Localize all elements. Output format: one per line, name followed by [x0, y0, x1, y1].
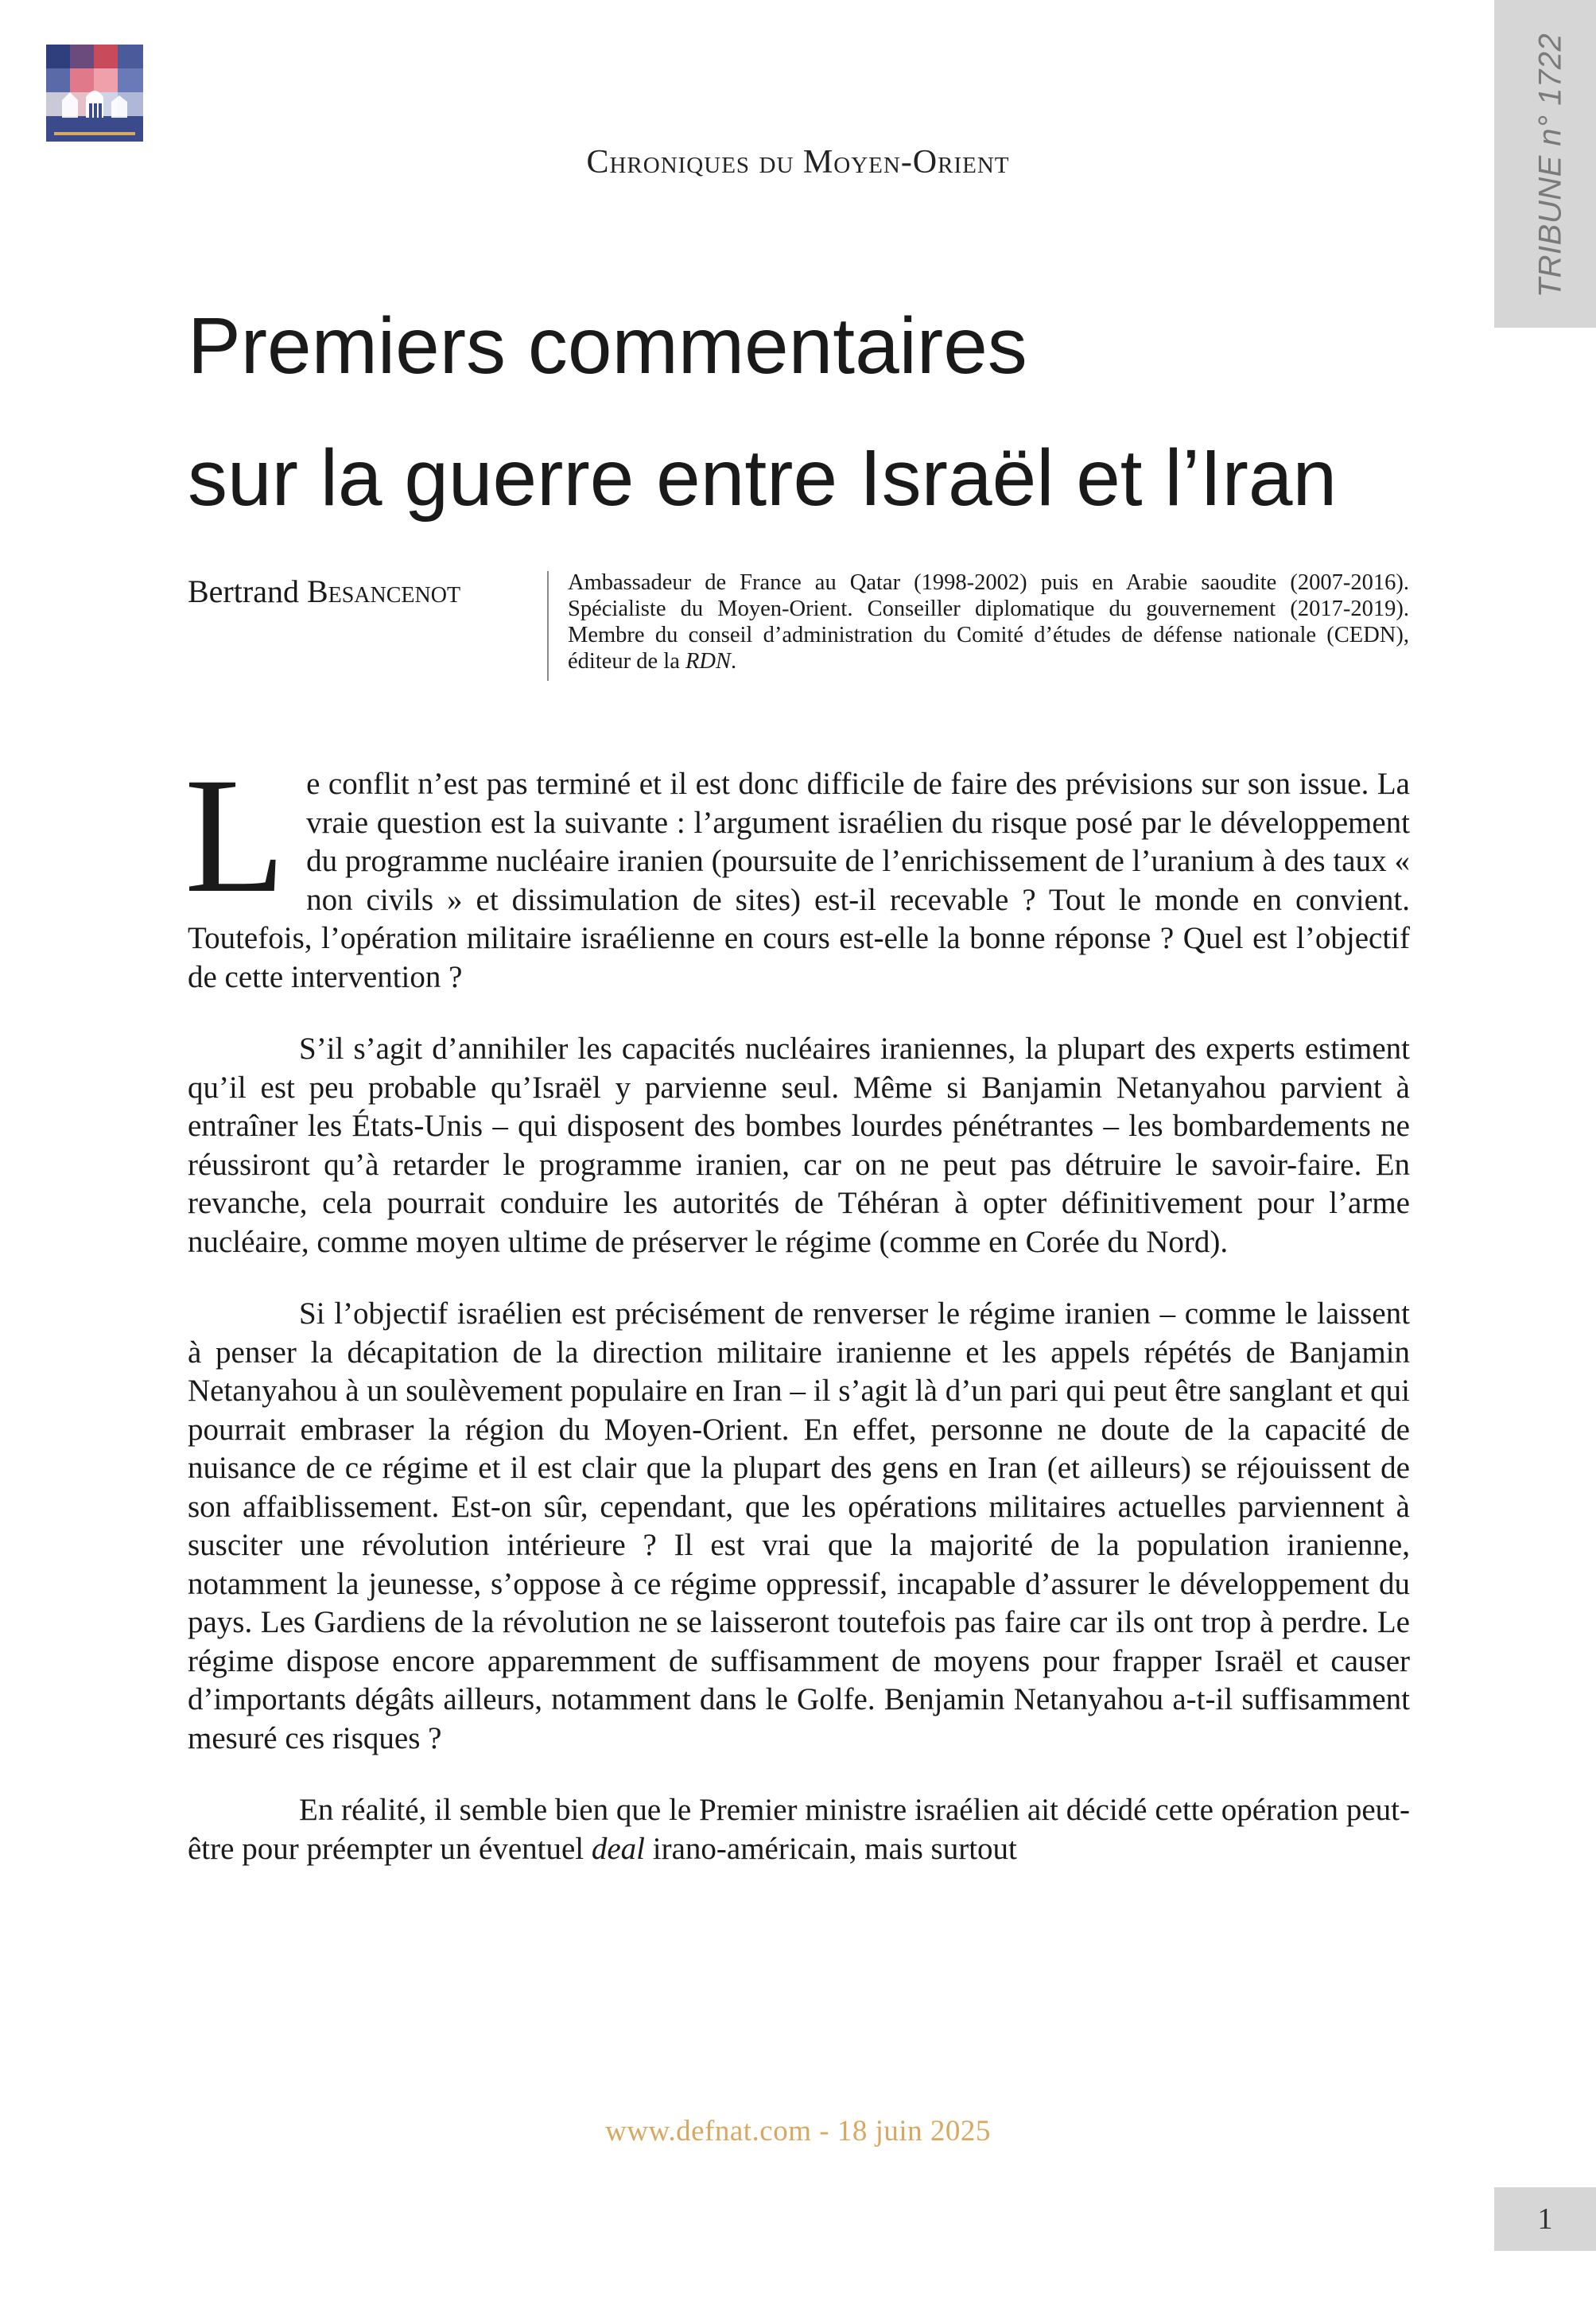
paragraph-2: S’il s’agit d’annihiler les capacités nucléaires iraniennes, la plupart des experts estiment qu’il est peu probable qu’Israël y parvienne seul. Même si Banjamin Netanyahou parvient à entraîner les États-Unis – qui disposent des bombes lourdes pénétrantes – les bombardements ne réussiront qu’à retarder le programme iranien, car on ne peut pas détruire le savoir-faire. En revanche, cela pourrait conduire les autorités de Téhéran à opter définitivement pour l’arme nucléaire, comme moyen ultime de préserver le régime (comme en Corée du Nord). — [188, 1032, 1410, 1259]
author-bio-end: . — [730, 649, 737, 674]
paragraph-4-end: irano-américain, mais surtout — [645, 1831, 1017, 1866]
drop-cap: L — [184, 744, 286, 927]
paragraph-4 — [188, 1791, 1410, 1868]
author-bio-text: Ambassadeur de France au Qatar (1998-2002) puis en Arabie saoudite (2007-2016). Spécialiste du Moyen-Orient. Conseiller diplomatique du gouvernement (2017-2019). Membre du conseil d’administration du Comité d’études de défense nationale (CEDN), éditeur de la — [568, 570, 1409, 674]
publication-logo-icon — [46, 45, 143, 142]
article-body — [184, 744, 1410, 1902]
author-first-name: Bertrand — [188, 573, 299, 609]
author-bio — [568, 569, 1409, 674]
author-bio-rdn: RDN — [685, 649, 731, 674]
page-number: 1 — [1494, 2187, 1596, 2251]
paragraph-3: Si l’objectif israélien est précisément de renverser le régime iranien – comme le laissent à penser la décapitation de la direction militaire iranienne et les appels répétés de Banjamin Netanyahou à un soulèvement populaire en Iran – il s’agit là d’un pari qui peut être sanglant et qui pourrait embraser la région du Moyen-Orient. En effet, personne ne doute de la capacité de nuisance de ce régime et il est clair que la plupart des gens en Iran (et ailleurs) se réjouissent de son affaiblissement. Est-on sûr, cependant, que les opérations militaires actuelles parviennent à susciter une révolution intérieure ? Il est vrai que la majorité de la population iranienne, notamment la jeunesse, s’oppose à ce régime oppressif, incapable d’assurer le développement du pays. Les Gardiens de la révolution ne se laisseront toutefois pas faire car ils ont trop à perdre. Le régime dispose encore apparemment de suffisamment de moyens pour frapper Israël et causer d’importants dégâts ailleurs, notamment dans le Golfe. Benjamin Netanyahou a-t-il suffisamment mesuré ces risques ? — [188, 1296, 1410, 1755]
article-title-line-1: Premiers commentaires — [188, 301, 1027, 391]
paragraph-4-text: En réalité, il semble bien que le Premier ministre israélien ait décidé cette opération peut-être pour préempter un éventuel — [188, 1793, 1410, 1866]
article-title — [188, 280, 1460, 544]
author-divider — [547, 571, 549, 681]
footer-url-date[interactable]: www.defnat.com - 18 juin 2025 — [605, 2115, 991, 2147]
series-title: Chroniques du Moyen-Orient — [586, 144, 1010, 181]
tribune-number: TRIBUNE n° 1722 — [1532, 33, 1568, 298]
paragraph-1 — [184, 744, 1410, 997]
article-title-line-2: sur la guerre entre Israël et l’Iran — [188, 433, 1338, 523]
paragraph-4-deal: deal — [591, 1831, 646, 1866]
paragraph-1-text: e conflit n’est pas terminé et il est donc difficile de faire des prévisions sur son issue. La vraie question est la suivante : l’argument israélien du risque posé par le développement du programme nucléaire iranien (poursuite de l’enrichissement de l’uranium à des taux « non civils » et dissimulation de sites) est-il recevable ? Tout le monde en convient. Toutefois, l’opération militaire israélienne en cours est-elle la bonne réponse ? Quel est l’objectif de cette intervention ? — [188, 767, 1410, 994]
author-surname: Besancenot — [306, 573, 461, 609]
author-name — [188, 573, 460, 610]
